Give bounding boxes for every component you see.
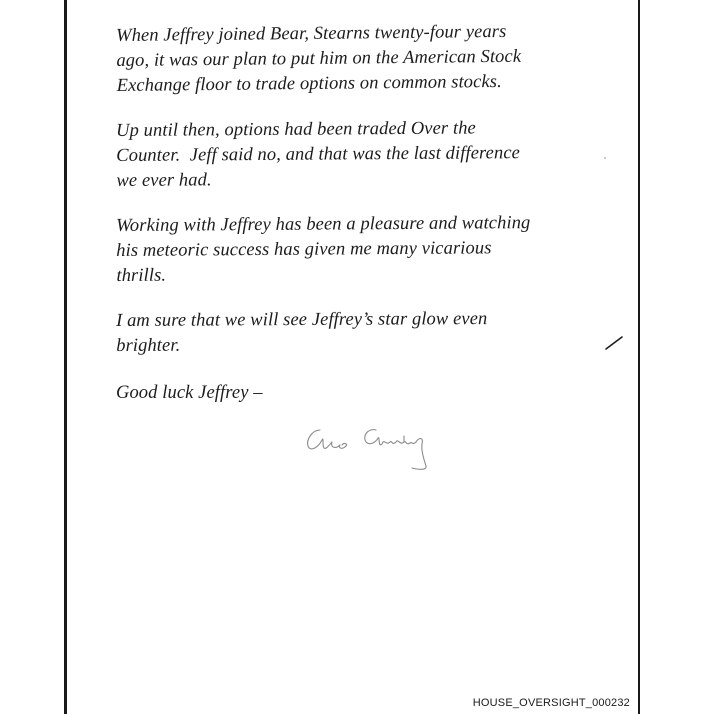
paragraph-1 [116,19,597,99]
paragraph-3-line-2: his meteoric success has given me many vicarious [116,238,492,261]
paragraph-3-line-1: Working with Jeffrey has been a pleasure and watching [116,213,531,236]
paragraph-2-line-3: we ever had. [116,170,212,191]
paragraph-2 [116,116,597,194]
paragraph-1-line-3: Exchange floor to trade options on common stocks. [116,71,502,96]
bates-number: HOUSE_OVERSIGHT_000232 [472,697,630,709]
paragraph-3 [116,211,597,289]
paragraph-4-line-2: brighter. [116,335,181,356]
handwritten-signature [300,416,440,476]
paragraph-4 [116,306,596,359]
paragraph-2-line-1: Up until then, options had been traded Over the [116,118,476,141]
paragraph-1-line-1: When Jeffrey joined Bear, Stearns twenty-four years [116,21,507,46]
closing-line: Good luck Jeffrey – [116,383,263,403]
scan-speck [604,157,606,159]
paragraph-2-line-2: Counter. Jeff said no, and that was the last difference [116,143,520,166]
paragraph-1-line-2: ago, it was our plan to put him on the American Stock [116,46,522,71]
pen-tick-mark [604,334,624,352]
left-scan-border [64,0,67,714]
paragraph-4-line-1: I am sure that we will see Jeffrey’s star glow even [116,309,488,331]
paragraph-3-line-3: thrills. [116,265,167,286]
right-scan-border [638,0,640,714]
letter-body [116,21,596,406]
